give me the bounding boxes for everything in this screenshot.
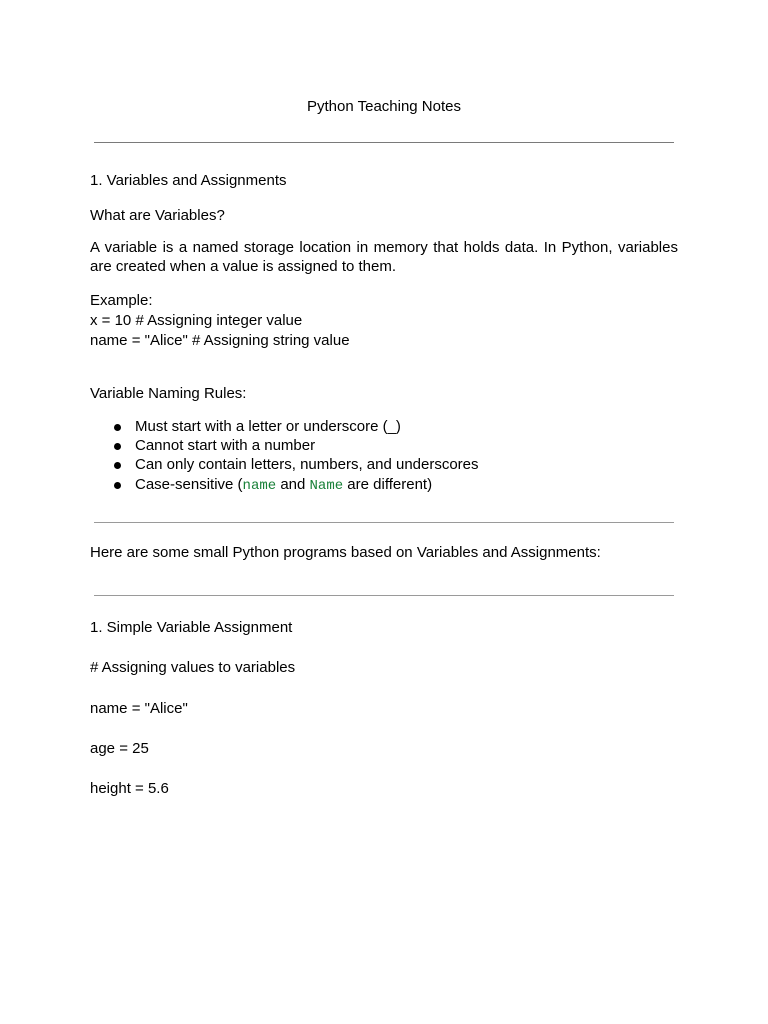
example-block [90,291,678,351]
programs-intro: Here are some small Python programs based on Variables and Assignments: [90,544,601,561]
naming-rules-heading: Variable Naming Rules: [90,385,247,402]
bullet-icon [114,424,121,431]
program-line: name = "Alice" [90,700,188,717]
list-item [90,455,678,474]
subheading: What are Variables? [90,207,225,224]
inline-code-name-upper: Name [309,478,344,494]
program-heading: 1. Simple Variable Assignment [90,619,293,636]
bullet-icon [114,462,121,469]
bullet-icon [114,482,121,489]
definition-paragraph: A variable is a named storage location in memory that holds data. In Python, variables are created when a value is assigned to them. [90,239,678,275]
program-line: age = 25 [90,740,149,757]
horizontal-rule [94,522,674,523]
section-heading: 1. Variables and Assignments [90,172,287,189]
example-line: name = "Alice" # Assigning string value [90,332,350,349]
case-middle-text: and [276,476,310,493]
horizontal-rule [94,142,674,143]
list-item [90,417,678,436]
list-item-text: Must start with a letter or underscore (_) [135,418,401,435]
program-line: # Assigning values to variables [90,659,296,676]
list-item-text: Cannot start with a number [135,437,316,454]
case-prefix-text: Case-sensitive ( [135,476,243,493]
program-line: height = 5.6 [90,780,169,797]
document-title: Python Teaching Notes [307,98,461,115]
horizontal-rule [94,595,674,596]
inline-code-name-lower: name [242,478,277,494]
example-line: x = 10 # Assigning integer value [90,312,303,329]
list-item [90,475,678,495]
list-item-text: Can only contain letters, numbers, and underscores [135,456,479,473]
list-item-text [135,476,432,493]
case-suffix-text: are different) [343,476,433,493]
bullet-icon [114,443,121,450]
list-item [90,436,678,455]
example-label: Example: [90,292,153,309]
naming-rules-list [90,417,678,495]
